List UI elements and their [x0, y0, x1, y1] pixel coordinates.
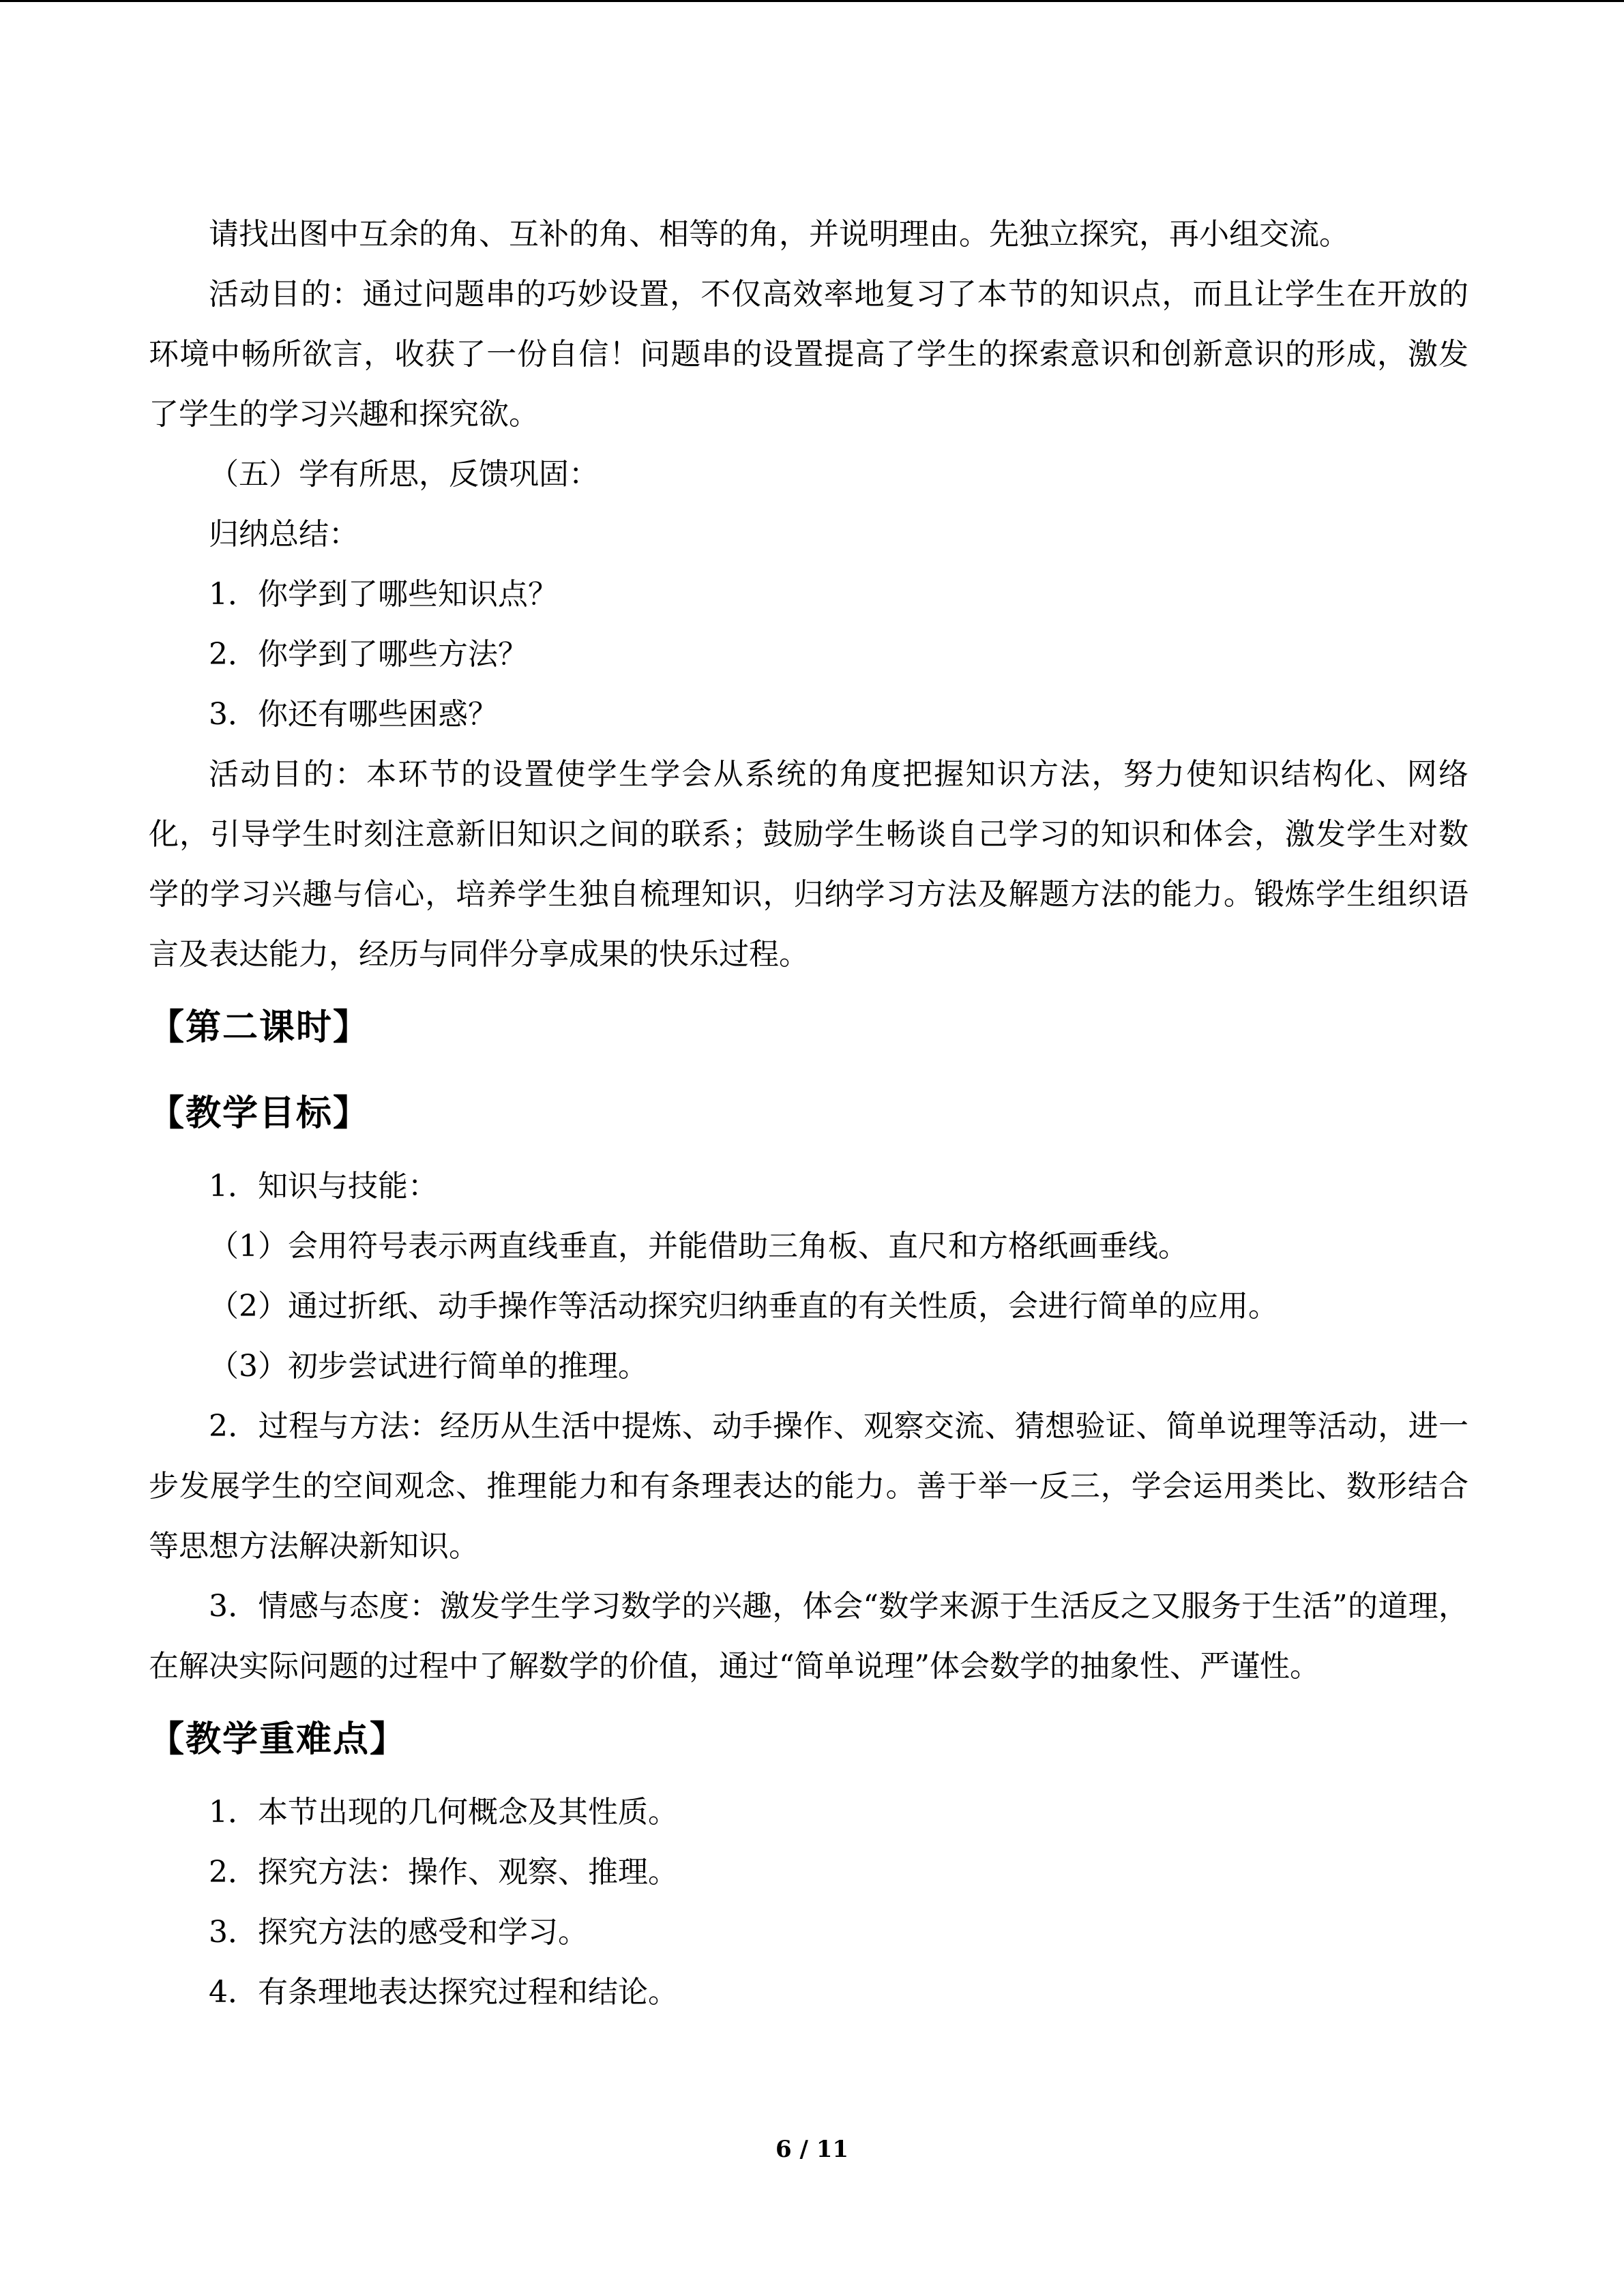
paragraph-emotion-attitude: 3．情感与态度：激发学生学习数学的兴趣，体会“数学来源于生活反之又服务于生活”的道理，在解决实际问题的过程中了解数学的价值，通过“简单说理”体会数学的抽象性、严谨性。 [149, 1589, 1468, 1684]
list-item-key-point-1: 1．本节出现的几何概念及其性质。 [209, 1795, 678, 1830]
list-item-key-point-4: 4．有条理地表达探究过程和结论。 [209, 1975, 678, 2010]
list-item-goal-3: （3）初步尝试进行简单的推理。 [209, 1349, 648, 1384]
list-item-key-point-2: 2．探究方法：操作、观察、推理。 [209, 1855, 678, 1890]
paragraph-section-five: （五）学有所思，反馈巩固： [209, 457, 599, 492]
heading-key-points: 【教学重难点】 [149, 1719, 407, 1760]
paragraph-summary-label: 归纳总结： [209, 517, 359, 552]
top-border-line [0, 0, 1624, 2]
paragraph-activity-purpose-2: 活动目的：本环节的设置使学生学会从系统的角度把握知识方法，努力使知识结构化、网络化，引导学生时刻注意新旧知识之间的联系；鼓励学生畅谈自己学习的知识和体会，激发学生对数学的学习兴趣与信心，培养学生独自梳理知识，归纳学习方法及解题方法的能力。锻炼学生组织语言及表达能力，经历与同伴分享成果的快乐过程。 [149, 757, 1468, 972]
paragraph-find-angles: 请找出图中互余的角、互补的角、相等的角，并说明理由。先独立探究，再小组交流。 [209, 217, 1349, 252]
paragraph-activity-purpose-1: 活动目的：通过问题串的巧妙设置，不仅高效率地复习了本节的知识点，而且让学生在开放的环境中畅所欲言，收获了一份自信！问题串的设置提高了学生的探索意识和创新意识的形成，激发了学生的学习兴趣和探究欲。 [149, 277, 1468, 432]
list-item-goal-2: （2）通过折纸、动手操作等活动探究归纳垂直的有关性质，会进行简单的应用。 [209, 1289, 1278, 1324]
list-item-knowledge-skills: 1．知识与技能： [209, 1169, 438, 1204]
list-item-question-1: 1．你学到了哪些知识点？ [209, 577, 558, 612]
list-item-goal-1: （1）会用符号表示两直线垂直，并能借助三角板、直尺和方格纸画垂线。 [209, 1229, 1188, 1264]
document-body [149, 205, 1468, 2023]
list-item-question-3: 3．你还有哪些困惑？ [209, 697, 498, 732]
list-item-question-2: 2．你学到了哪些方法？ [209, 637, 528, 672]
paragraph-process-method: 2．过程与方法：经历从生活中提炼、动手操作、观察交流、猜想验证、简单说理等活动，进一步发展学生的空间观念、推理能力和有条理表达的能力。善于举一反三，学会运用类比、数形结合等思想方法解决新知识。 [149, 1409, 1468, 1564]
heading-teaching-goals: 【教学目标】 [149, 1093, 370, 1134]
heading-second-lesson: 【第二课时】 [149, 1007, 370, 1048]
page-number: 6 / 11 [775, 2136, 849, 2163]
list-item-key-point-3: 3．探究方法的感受和学习。 [209, 1915, 588, 1950]
